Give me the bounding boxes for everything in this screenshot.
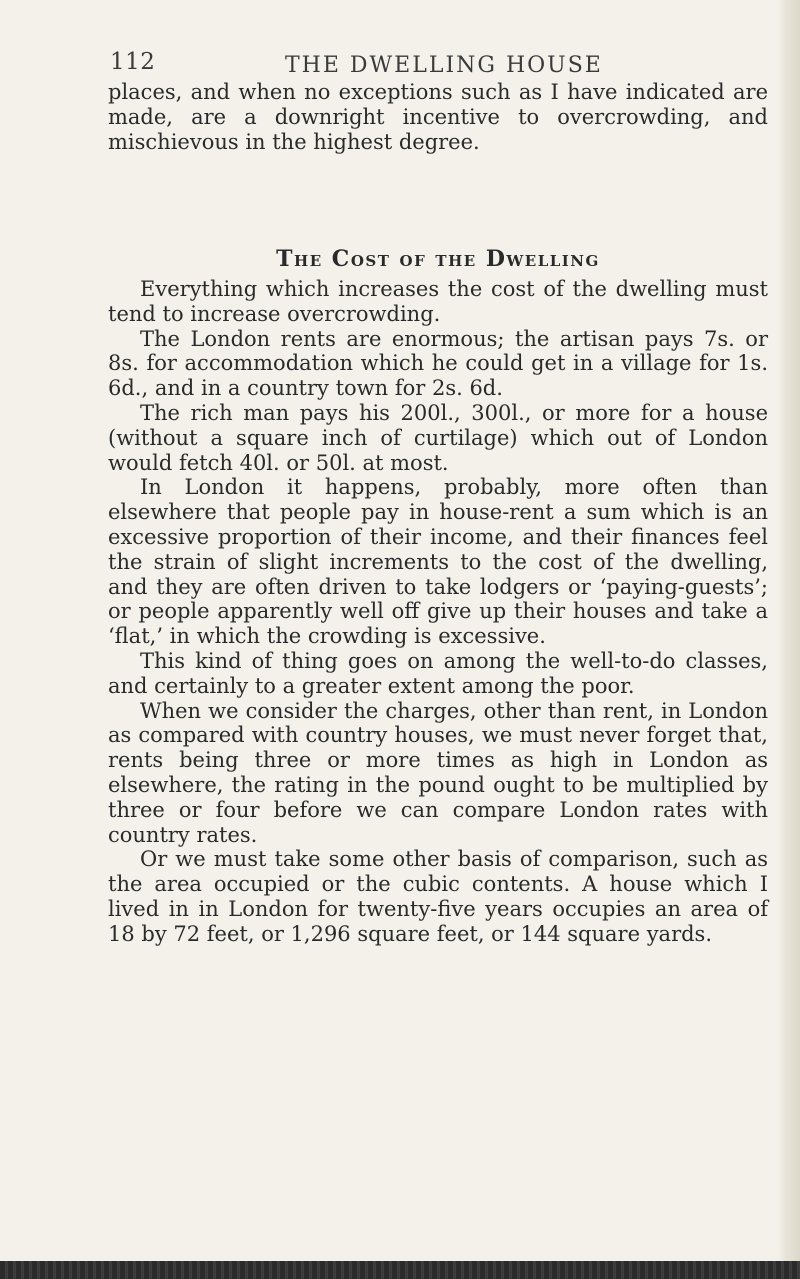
opening-paragraph: places, and when no exceptions such as I have indicated are made, are a downright incentive to overcrowding, and mischievous in the highest degree. — [108, 80, 768, 154]
page-number: 112 — [110, 49, 156, 75]
page-edge-shadow — [778, 0, 800, 1279]
paragraph: In London it happens, probably, more often than elsewhere that people pay in house-rent a sum which is an excessive proportion of their income, and their finances feel the strain of slight increments to the cost of the dwelling, and they are often driven to take lodgers or ‘paying-guests’; or people apparently well off give up their houses and take a ‘flat,’ in which the crowding is excessive. — [108, 475, 768, 649]
running-head: THE DWELLING HOUSE — [285, 53, 603, 78]
paragraph: Or we must take some other basis of comparison, such as the area occupied or the cubic contents. A house which I lived in in London for twenty-five years occupies an area of 18 by 72 feet, or 1,296 square feet, or 144 square yards. — [108, 847, 768, 946]
paragraph: Everything which increases the cost of the dwelling must tend to increase overcrowding. — [108, 277, 768, 326]
paragraph: The rich man pays his 200l., 300l., or more for a house (without a square inch of curtilage) which out of London would fetch 40l. or 50l. at most. — [108, 400, 768, 475]
section-body — [108, 277, 768, 947]
paragraph: The London rents are enormous; the artisan pays 7s. or 8s. for accommodation which he could get in a village for 1s. 6d., and in a country town for 2s. 6d. — [108, 326, 768, 401]
section-title: The Cost of the Dwelling — [276, 246, 600, 272]
scan-border — [0, 1261, 800, 1279]
paragraph: When we consider the charges, other than rent, in London as compared with country houses, we must never forget that, rents being three or more times as high in London as elsewhere, the rating in the pound ought to be multiplied by three or four before we can compare London rates with country rates. — [108, 698, 768, 847]
paragraph: This kind of thing goes on among the well-to-do classes, and certainly to a greater extent among the poor. — [108, 648, 768, 698]
opening-paragraph-block — [108, 80, 768, 154]
